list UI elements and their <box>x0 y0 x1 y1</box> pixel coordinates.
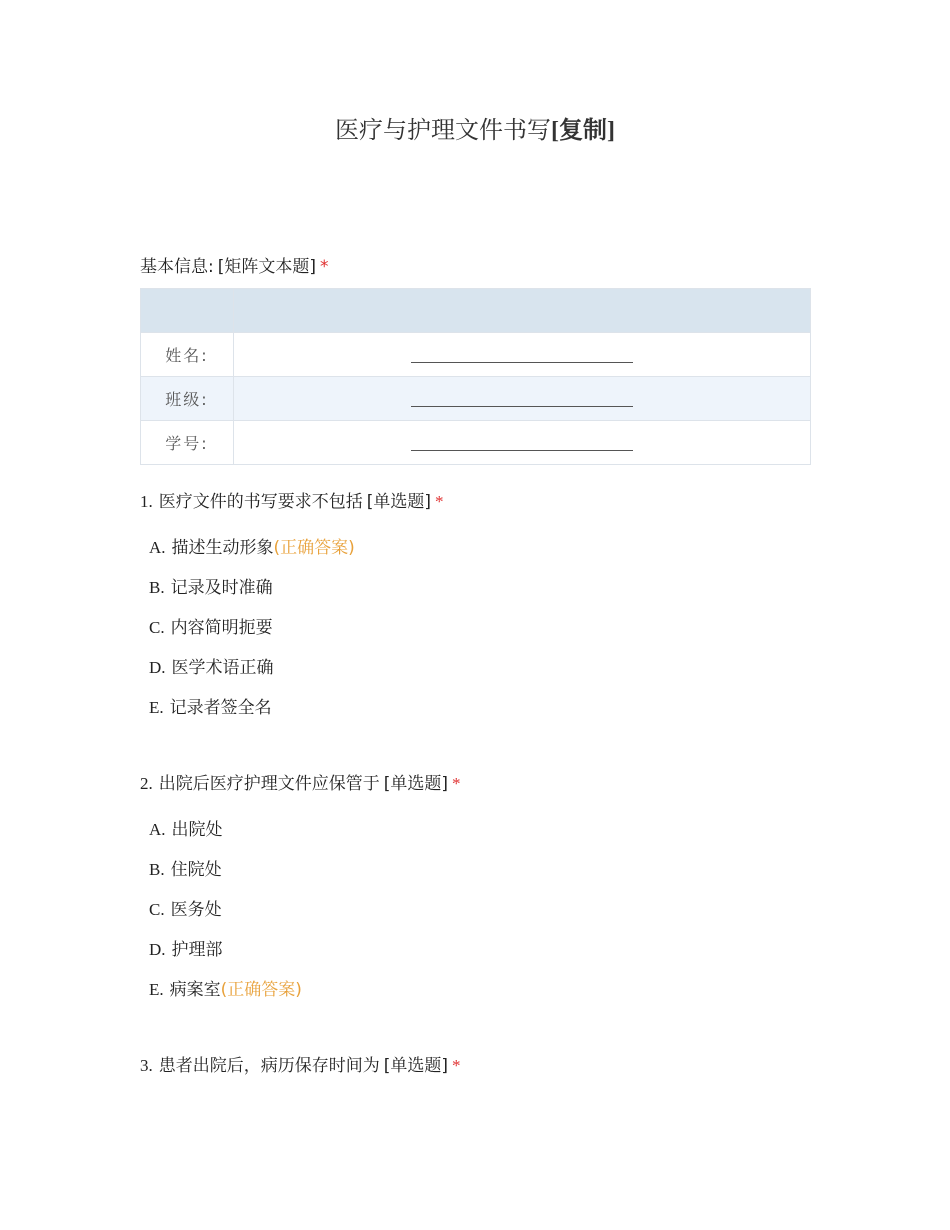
q1-option-c[interactable] <box>149 613 273 638</box>
title-suffix: [复制] <box>551 118 615 144</box>
option-text: 内容简明扼要 <box>170 618 273 638</box>
q1-option-b[interactable] <box>149 573 273 598</box>
option-text: 护理部 <box>171 940 223 960</box>
class-input-cell[interactable] <box>234 377 811 421</box>
class-input-line[interactable] <box>411 392 633 407</box>
matrix-row-label: 学号: <box>141 421 234 465</box>
option-letter: C. <box>149 900 165 919</box>
matrix-row-name <box>141 333 811 377</box>
option-text: 住院处 <box>170 860 222 880</box>
student-id-input-line[interactable] <box>411 436 633 451</box>
option-letter: C. <box>149 618 165 637</box>
basic-info-matrix <box>140 288 811 465</box>
option-letter: D. <box>149 940 166 959</box>
question-1-title <box>140 487 444 512</box>
required-mark: * <box>320 257 329 277</box>
option-text: 记录及时准确 <box>170 578 273 598</box>
q2-option-a[interactable] <box>149 815 223 840</box>
question-type: [单选题] <box>383 1056 449 1076</box>
name-input-cell[interactable] <box>234 333 811 377</box>
option-letter: B. <box>149 860 165 879</box>
option-letter: A. <box>149 538 166 557</box>
option-text: 医学术语正确 <box>171 658 274 678</box>
question-number: 1. <box>140 492 153 511</box>
option-letter: D. <box>149 658 166 677</box>
question-type: [单选题] <box>383 774 449 794</box>
question-text: 医疗文件的书写要求不包括 <box>158 492 363 512</box>
correct-answer-note: (正确答案) <box>273 538 355 558</box>
q2-option-c[interactable] <box>149 895 222 920</box>
option-text: 记录者签全名 <box>169 698 272 718</box>
question-text: 出院后医疗护理文件应保管于 <box>158 774 380 794</box>
option-letter: E. <box>149 698 164 717</box>
required-mark: * <box>452 1056 461 1075</box>
option-text: 医务处 <box>170 900 222 920</box>
q1-option-d[interactable] <box>149 653 274 678</box>
correct-answer-note: (正确答案) <box>220 980 302 1000</box>
matrix-row-student-id <box>141 421 811 465</box>
q2-option-d[interactable] <box>149 935 223 960</box>
question-3-title <box>140 1051 461 1076</box>
question-2-title <box>140 769 461 794</box>
question-number: 3. <box>140 1056 153 1075</box>
option-text: 出院处 <box>171 820 223 840</box>
option-text: 描述生动形象 <box>171 538 274 558</box>
basic-info-label-text: 基本信息: <box>140 257 214 277</box>
title-main: 医疗与护理文件书写 <box>335 118 551 144</box>
question-type: [单选题] <box>366 492 432 512</box>
question-number: 2. <box>140 774 153 793</box>
basic-info-type: [矩阵文本题] <box>217 257 316 277</box>
q1-option-a[interactable] <box>149 533 355 558</box>
option-text: 病案室 <box>169 980 221 1000</box>
student-id-input-cell[interactable] <box>234 421 811 465</box>
matrix-header-cell <box>234 289 811 333</box>
matrix-header-row <box>141 289 811 333</box>
basic-info-label <box>140 252 329 277</box>
required-mark: * <box>452 774 461 793</box>
matrix-row-label: 姓名: <box>141 333 234 377</box>
required-mark: * <box>435 492 444 511</box>
page-title <box>0 110 950 145</box>
q2-option-e[interactable] <box>149 975 302 1000</box>
question-text: 患者出院后，病历保存时间为 <box>158 1056 380 1076</box>
name-input-line[interactable] <box>411 348 633 363</box>
q1-option-e[interactable] <box>149 693 272 718</box>
matrix-row-label: 班级: <box>141 377 234 421</box>
q2-option-b[interactable] <box>149 855 222 880</box>
option-letter: B. <box>149 578 165 597</box>
matrix-header-cell <box>141 289 234 333</box>
option-letter: A. <box>149 820 166 839</box>
matrix-row-class <box>141 377 811 421</box>
option-letter: E. <box>149 980 164 999</box>
